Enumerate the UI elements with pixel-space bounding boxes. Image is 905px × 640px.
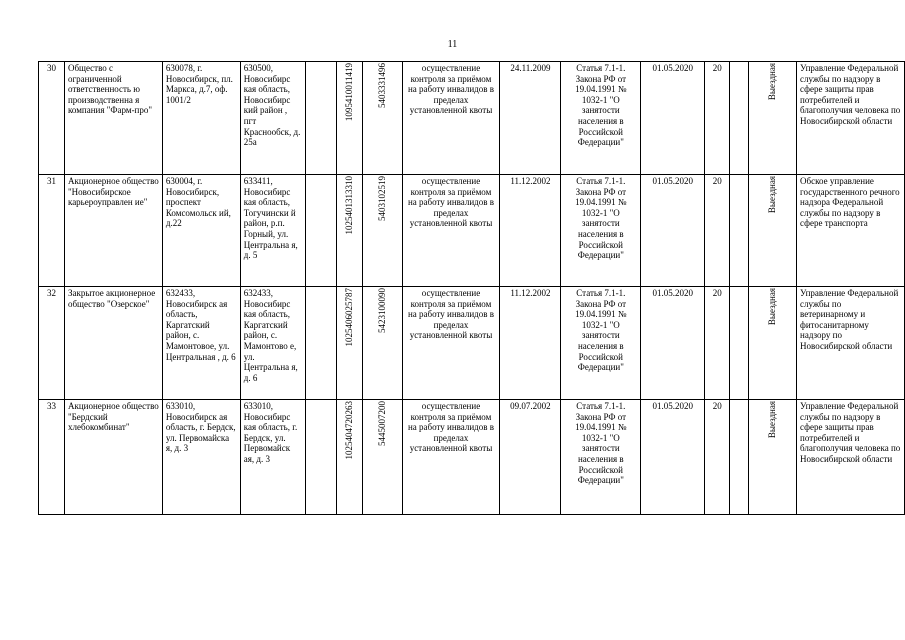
inspection-form-cell bbox=[749, 62, 797, 175]
hours-cell bbox=[730, 400, 749, 515]
ogrn-cell bbox=[336, 400, 362, 515]
organization-name-cell: Акционерное общество "Бердский хлебокомбинат" bbox=[64, 400, 162, 515]
row-number-cell: 30 bbox=[39, 62, 65, 175]
start-date-cell: 01.05.2020 bbox=[641, 400, 705, 515]
days-cell: 20 bbox=[705, 400, 730, 515]
legal-address-cell: 630078, г. Новосибирск, пл. Маркса, д.7, оф. 1001/2 bbox=[162, 62, 240, 175]
inn-text: 5403331496 bbox=[376, 63, 387, 108]
table-row bbox=[39, 400, 905, 515]
inn-text: 5403102519 bbox=[376, 176, 387, 221]
ogrn-text: 1025406025787 bbox=[343, 288, 354, 347]
organization-name-cell: Акционерное общество "Новосибирское карьероуправлен ие" bbox=[64, 175, 162, 287]
purpose-cell: осуществление контроля за приёмом на работу инвалидов в пределах установленной квоты bbox=[402, 62, 500, 175]
days-cell: 20 bbox=[705, 175, 730, 287]
ogrn-text: 1025404720263 bbox=[343, 401, 354, 460]
inn-text: 5423100090 bbox=[376, 288, 387, 333]
inspection-form-text: Выездная bbox=[767, 176, 778, 214]
legal-basis-cell: Статья 7.1-1. Закона РФ от 19.04.1991 № 1032-1 "О занятости населения в Российской Федерации" bbox=[561, 62, 641, 175]
joint-body-cell: Управление Федеральной службы по ветеринарному и фитосанитарному надзору по Новосибирской области bbox=[797, 287, 905, 400]
registration-date-cell: 11.12.2002 bbox=[500, 175, 561, 287]
purpose-cell: осуществление контроля за приёмом на работу инвалидов в пределах установленной квоты bbox=[402, 400, 500, 515]
ogrn-text: 1025401313310 bbox=[343, 176, 354, 235]
legal-basis-cell: Статья 7.1-1. Закона РФ от 19.04.1991 № 1032-1 "О занятости населения в Российской Федерации" bbox=[561, 175, 641, 287]
joint-body-cell: Управление Федеральной службы по надзору в сфере защиты прав потребителей и благополучия человека по Новосибирской области bbox=[797, 400, 905, 515]
actual-address-cell: 633411, Новосибирс кая область, Тогучински й район, р.п. Горный, ул. Центральна я, д. 5 bbox=[240, 175, 305, 287]
extra-empty-cell bbox=[305, 62, 336, 175]
inspection-form-cell bbox=[749, 287, 797, 400]
registration-date-cell: 11.12.2002 bbox=[500, 287, 561, 400]
extra-empty-cell bbox=[305, 287, 336, 400]
inn-cell bbox=[362, 62, 402, 175]
row-number-cell: 33 bbox=[39, 400, 65, 515]
joint-body-cell: Обское управление государственного речного надзора Федеральной службы по надзору в сфере транспорта bbox=[797, 175, 905, 287]
legal-address-cell: 630004, г. Новосибирск, проспект Комсомольск ий, д.22 bbox=[162, 175, 240, 287]
inspection-form-text: Выездная bbox=[767, 401, 778, 439]
hours-cell bbox=[730, 287, 749, 400]
start-date-cell: 01.05.2020 bbox=[641, 287, 705, 400]
purpose-cell: осуществление контроля за приёмом на работу инвалидов в пределах установленной квоты bbox=[402, 175, 500, 287]
extra-empty-cell bbox=[305, 175, 336, 287]
days-cell: 20 bbox=[705, 287, 730, 400]
inn-cell bbox=[362, 175, 402, 287]
inn-text: 5445007200 bbox=[376, 401, 387, 446]
hours-cell bbox=[730, 175, 749, 287]
actual-address-cell: 633010, Новосибирс кая область, г. Бердск, ул. Первомайск ая, д. 3 bbox=[240, 400, 305, 515]
table-row bbox=[39, 287, 905, 400]
joint-body-cell: Управление Федеральной службы по надзору в сфере защиты прав потребителей и благополучия человека по Новосибирской области bbox=[797, 62, 905, 175]
inspection-form-text: Выездная bbox=[767, 288, 778, 326]
organization-name-cell: Общество с ограниченной ответственность ю производственна я компания "Фарм-про" bbox=[64, 62, 162, 175]
start-date-cell: 01.05.2020 bbox=[641, 62, 705, 175]
page-number: 11 bbox=[447, 39, 458, 50]
registration-date-cell: 09.07.2002 bbox=[500, 400, 561, 515]
row-number-cell: 31 bbox=[39, 175, 65, 287]
ogrn-cell bbox=[336, 62, 362, 175]
ogrn-text: 1095410011419 bbox=[343, 63, 354, 122]
inspection-form-cell bbox=[749, 175, 797, 287]
actual-address-cell: 632433, Новосибирс кая область, Каргатский район, с. Мамонтово е, ул. Центральна я, д. 6 bbox=[240, 287, 305, 400]
inn-cell bbox=[362, 287, 402, 400]
table-row bbox=[39, 62, 905, 175]
days-cell: 20 bbox=[705, 62, 730, 175]
legal-address-cell: 633010, Новосибирск ая область, г. Бердск, ул. Первомайска я, д. 3 bbox=[162, 400, 240, 515]
inspection-form-cell bbox=[749, 400, 797, 515]
start-date-cell: 01.05.2020 bbox=[641, 175, 705, 287]
inspection-form-text: Выездная bbox=[767, 63, 778, 101]
organization-name-cell: Закрытое акционерное общество "Озерское" bbox=[64, 287, 162, 400]
ogrn-cell bbox=[336, 287, 362, 400]
row-number-cell: 32 bbox=[39, 287, 65, 400]
ogrn-cell bbox=[336, 175, 362, 287]
legal-basis-cell: Статья 7.1-1. Закона РФ от 19.04.1991 № 1032-1 "О занятости населения в Российской Федерации" bbox=[561, 287, 641, 400]
purpose-cell: осуществление контроля за приёмом на работу инвалидов в пределах установленной квоты bbox=[402, 287, 500, 400]
legal-address-cell: 632433, Новосибирск ая область, Каргатский район, с. Мамонтовое, ул. Центральная , д. 6 bbox=[162, 287, 240, 400]
hours-cell bbox=[730, 62, 749, 175]
legal-basis-cell: Статья 7.1-1. Закона РФ от 19.04.1991 № 1032-1 "О занятости населения в Российской Федерации" bbox=[561, 400, 641, 515]
extra-empty-cell bbox=[305, 400, 336, 515]
registration-date-cell: 24.11.2009 bbox=[500, 62, 561, 175]
table-row bbox=[39, 175, 905, 287]
inn-cell bbox=[362, 400, 402, 515]
inspection-plan-table bbox=[38, 61, 905, 515]
actual-address-cell: 630500, Новосибирс кая область, Новосибирс кий район , пгт Краснообск, д. 25а bbox=[240, 62, 305, 175]
